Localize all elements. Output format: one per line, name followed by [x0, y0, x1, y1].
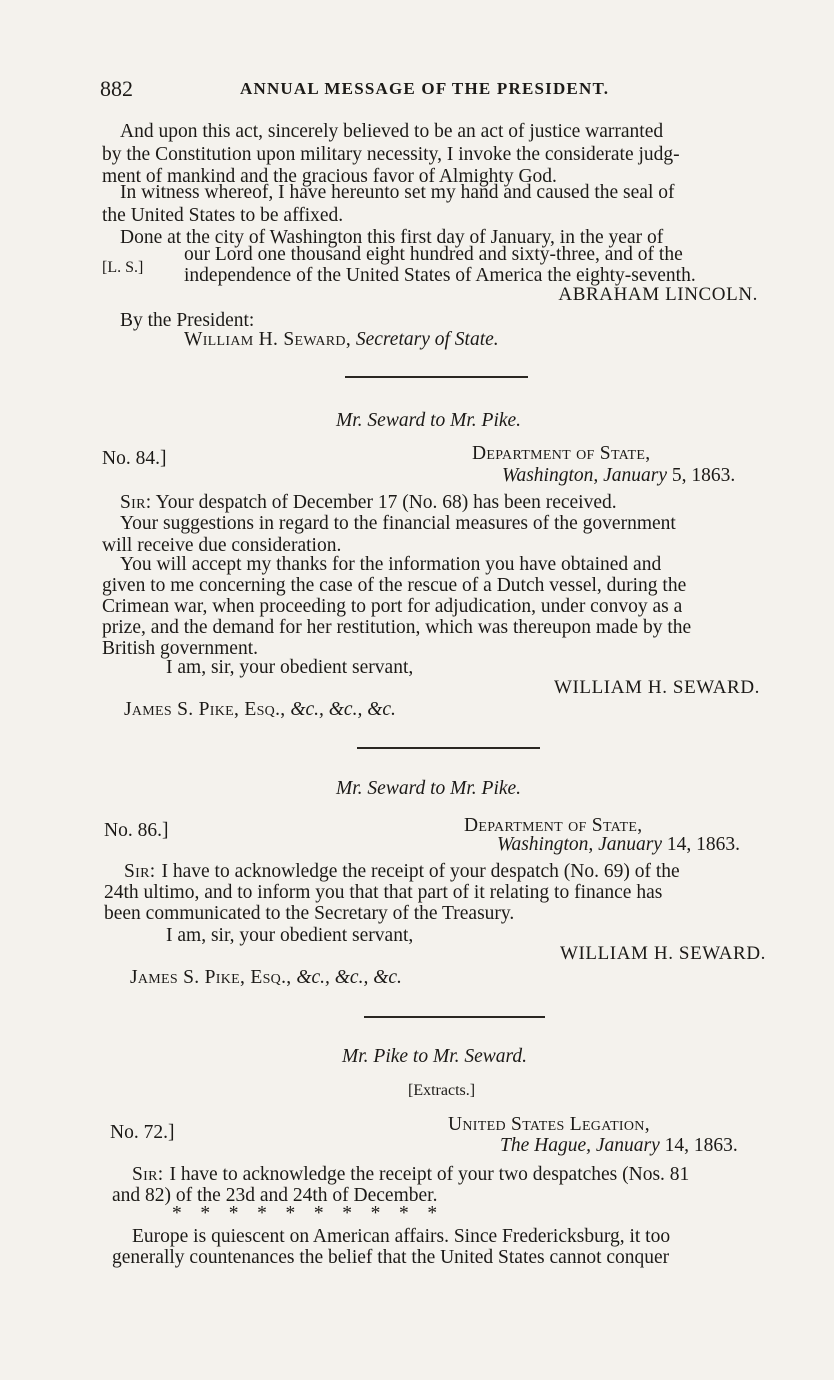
proclamation-line-8: independence of the United States of America the eighty-seventh.	[184, 265, 696, 286]
letter2-line-1: I have to acknowledge the receipt of your despatch (No. 69) of the	[161, 861, 680, 882]
letter3-heading: Mr. Pike to Mr. Seward.	[342, 1046, 528, 1067]
secretary-line	[184, 329, 499, 351]
letter3-legation: United States Legation,	[448, 1114, 650, 1135]
section-divider-3	[364, 1016, 545, 1018]
letter1-line-2: Your suggestions in regard to the financial measures of the government	[120, 513, 676, 534]
letter3-place: The Hague,	[500, 1135, 591, 1156]
letter3-date-line	[500, 1135, 738, 1157]
letter1-date-line	[502, 465, 735, 487]
letter3-closing-line-1: Europe is quiescent on American affairs. Since Fredericksburg, it too	[132, 1226, 671, 1247]
letter3-first-line	[132, 1164, 788, 1186]
letter2-number: No. 86.]	[104, 820, 169, 841]
letter2-month: January	[598, 834, 663, 855]
proclamation-line-2: by the Constitution upon military necessity, I invoke the considerate judg-	[102, 144, 680, 165]
by-the-president: By the President:	[120, 310, 255, 331]
letter1-line-4: You will accept my thanks for the information you have obtained and	[120, 554, 662, 575]
letter2-signature: WILLIAM H. SEWARD.	[559, 943, 766, 964]
letter1-signature: WILLIAM H. SEWARD.	[553, 677, 760, 698]
letter1-place: Washington,	[502, 465, 599, 486]
letter1-first-line	[120, 492, 617, 514]
letter2-heading: Mr. Seward to Mr. Pike.	[336, 778, 522, 799]
letter1-line-1: Your despatch of December 17 (No. 68) has been received.	[155, 492, 617, 513]
secretary-name: William H. Seward,	[184, 329, 351, 350]
letter3-line-1: I have to acknowledge the receipt of your two despatches (Nos. 81	[169, 1164, 690, 1185]
running-title: ANNUAL MESSAGE OF THE PRESIDENT.	[240, 79, 610, 98]
letter3-subheading: [Extracts.]	[408, 1082, 476, 1099]
letter2-salutation: Sir:	[124, 861, 156, 882]
letter1-etc: &c., &c., &c.	[290, 699, 396, 720]
letter1-line-8: British government.	[102, 638, 258, 659]
letter1-line-5: given to me concerning the case of the rescue of a Dutch vessel, during the	[102, 575, 687, 596]
proclamation-line-4: In witness whereof, I have hereunto set my hand and caused the seal of	[120, 182, 675, 203]
letter3-closing-line-2: generally countenances the belief that the United States cannot conquer	[112, 1247, 670, 1268]
letter2-first-line	[124, 861, 784, 883]
page-number: 882	[100, 76, 133, 101]
letter2-line-2: 24th ultimo, and to inform you that that part of it relating to finance has	[104, 882, 663, 903]
proclamation-line-6: Done at the city of Washington this first day of January, in the year of	[120, 227, 664, 248]
letter1-addressee-line	[124, 699, 396, 721]
letter1-addressee: James S. Pike, Esq.,	[124, 699, 286, 720]
letter3-number: No. 72.]	[110, 1122, 175, 1143]
letter1-heading: Mr. Seward to Mr. Pike.	[336, 410, 522, 431]
letter2-department: Department of State,	[464, 815, 643, 836]
seal-mark: [L. S.]	[102, 259, 144, 276]
letter1-closing: I am, sir, your obedient servant,	[166, 657, 414, 678]
letter2-date-line	[497, 834, 740, 856]
proclamation-line-1: And upon this act, sincerely believed to be an act of justice warranted	[120, 121, 664, 142]
letter1-salutation: Sir:	[120, 492, 152, 513]
lincoln-signature: ABRAHAM LINCOLN.	[558, 284, 758, 305]
letter2-place: Washington,	[497, 834, 594, 855]
letter1-line-3: will receive due consideration.	[102, 535, 342, 556]
proclamation-line-7: our Lord one thousand eight hundred and sixty-three, and of the	[184, 244, 683, 265]
letter1-date: 5, 1863.	[671, 465, 736, 486]
letter3-asterisks: * * * * * * * * * *	[172, 1203, 439, 1224]
letter1-month: January	[603, 465, 668, 486]
letter2-date: 14, 1863.	[666, 834, 741, 855]
letter1-number: No. 84.]	[102, 448, 167, 469]
letter3-month: January	[595, 1135, 660, 1156]
letter1-department: Department of State,	[472, 443, 651, 464]
letter3-salutation: Sir:	[132, 1164, 164, 1185]
secretary-title: Secretary of State.	[355, 329, 499, 350]
section-divider-1	[345, 376, 528, 378]
letter3-date: 14, 1863.	[664, 1135, 738, 1156]
letter2-etc: &c., &c., &c.	[296, 967, 402, 988]
letter1-line-7: prize, and the demand for her restitution, which was thereupon made by the	[102, 617, 692, 638]
letter1-line-6: Crimean war, when proceeding to port for adjudication, under convoy as a	[102, 596, 683, 617]
proclamation-line-3: ment of mankind and the gracious favor of Almighty God.	[102, 166, 557, 187]
letter3-line-2: and 82) of the 23d and 24th of December.	[112, 1185, 438, 1206]
letter2-addressee-line	[130, 967, 402, 989]
letter2-addressee: James S. Pike, Esq.,	[130, 967, 292, 988]
section-divider-2	[357, 747, 540, 749]
letter2-closing: I am, sir, your obedient servant,	[166, 925, 414, 946]
proclamation-line-5: the United States to be affixed.	[102, 205, 344, 226]
letter2-line-3: been communicated to the Secretary of the Treasury.	[104, 903, 515, 924]
